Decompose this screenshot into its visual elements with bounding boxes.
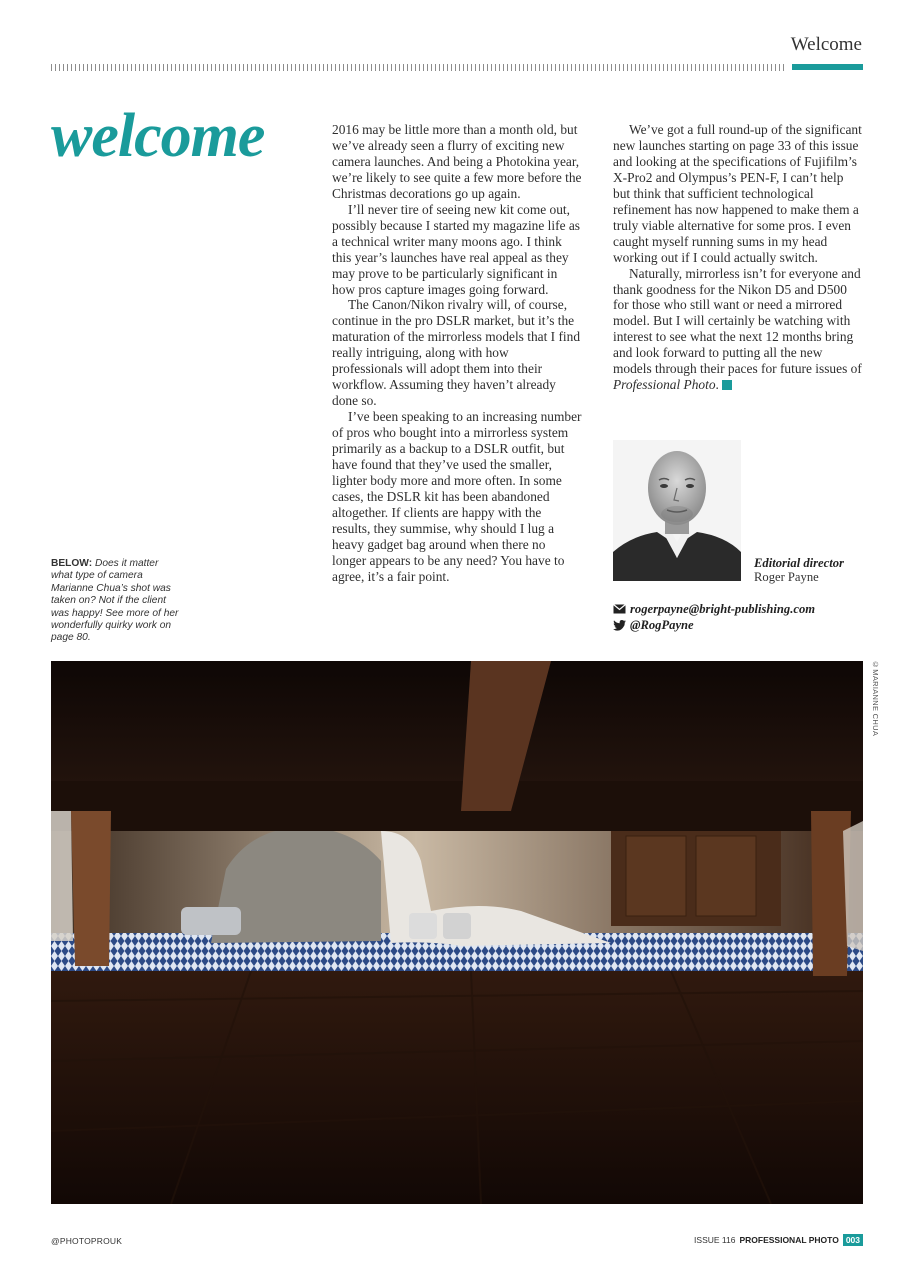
paragraph — [613, 266, 863, 394]
end-mark-icon — [722, 380, 732, 390]
header-accent-bar — [792, 64, 863, 70]
page-number: 003 — [843, 1234, 863, 1246]
body-column-1 — [332, 122, 582, 585]
twitter-icon — [613, 620, 626, 631]
editor-portrait — [613, 440, 741, 581]
paragraph: I’ll never tire of seeing new kit come out, possibly because I started my magazine life as a technical writer many moons ago. I think this year’s launches have real appeal as they may prove to be particularly significant in how pros capture images going forward. — [332, 201, 581, 297]
footer-folio — [694, 1234, 863, 1246]
email-row[interactable] — [613, 601, 815, 617]
paragraph: We’ve got a full round-up of the significant new launches starting on page 33 of this issue and looking at the specifications of Fujifilm’s X-Pro2 and Olympus’s PEN-F, I can’t help but think that sufficient technological refinement has now happened to make them a truly viable alternative for some pros. I even caught myself running sums in my head working out if I could actually switch. — [613, 122, 862, 265]
paragraph: 2016 may be little more than a month old, but we’ve already seen a flurry of exciting new camera launches. And being a Photokina year, we’re likely to see quite a few more before the Christmas decorations go up again. — [332, 122, 582, 201]
footer-handle: @PHOTOPROUK — [51, 1236, 123, 1246]
editor-twitter[interactable]: @RogPayne — [630, 618, 694, 632]
paragraph: I’ve been speaking to an increasing number of pros who bought into a mirrorless system primarily as a backup to a DSLR outfit, but have found that they’ve used the smaller, lighter body more and more often. In some cases, the DSLR kit has been abandoned altogether. If clients are happy with the results, they summise, why should I lug a heavy gadget bag around when there no longer appears to be any need? You have to agree, it’s a fair point. — [332, 409, 582, 584]
editor-name: Roger Payne — [754, 570, 819, 584]
editor-role: Editorial director — [754, 556, 844, 570]
email-icon — [613, 604, 626, 614]
issue-number: ISSUE 116 — [694, 1235, 736, 1245]
editor-role-block — [754, 556, 844, 584]
body-column-2 — [613, 122, 863, 393]
paragraph-end: . — [715, 377, 719, 393]
section-label: Welcome — [790, 34, 862, 55]
caption-text: Does it matter what type of camera Marianne Chua’s shot was taken on? Not if the client was happy! See more of her wonderfully quirky work on page 80. — [51, 558, 179, 644]
photo-credit: ©MARIANNE CHUA — [871, 660, 880, 737]
magazine-name: PROFESSIONAL PHOTO — [739, 1235, 839, 1245]
paragraph: The Canon/Nikon rivalry will, of course, continue in the pro DSLR market, but it’s the maturation of the mirrorless models that I find really intriguing, along with how professionals will adopt them into their workflow. Assuming they haven’t already done so. — [332, 297, 581, 409]
feature-photo — [51, 661, 863, 1204]
paragraph-text: Naturally, mirrorless isn’t for everyone and thank goodness for the Nikon D5 and D500 for those who still want or need a mirrored model. But I will certainly be watching with interest to see what the next 12 months bring and look forward to putting all the new models through their paces for future issues of — [613, 265, 862, 377]
magazine-title-italic: Professional Photo — [613, 377, 716, 393]
page-title: welcome — [51, 102, 265, 170]
editor-email[interactable]: rogerpayne@bright-publishing.com — [630, 602, 816, 616]
header-rule — [51, 64, 787, 71]
caption-lead: BELOW: — [51, 558, 93, 569]
editor-contact — [613, 601, 815, 633]
photo-caption — [51, 558, 181, 645]
twitter-row[interactable] — [613, 617, 815, 633]
